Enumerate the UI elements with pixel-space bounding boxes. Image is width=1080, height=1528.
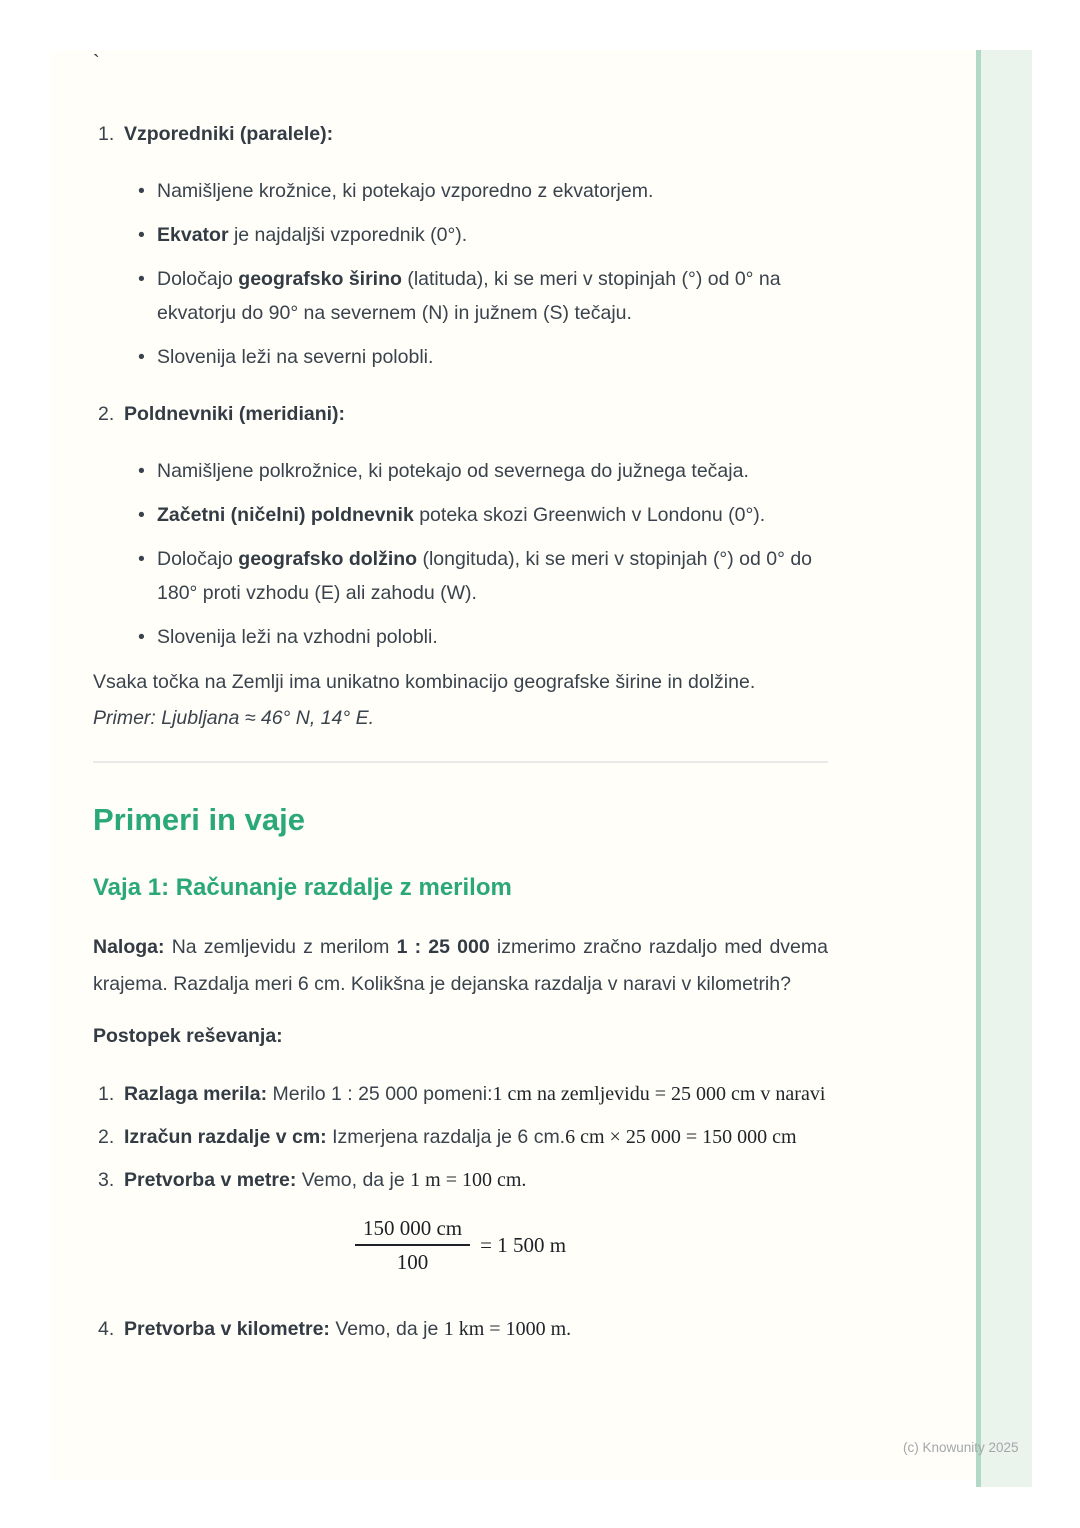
bullet-item xyxy=(93,262,828,330)
bold-text-run: geografsko širino xyxy=(238,268,402,290)
bullet-item xyxy=(93,454,828,488)
step-number: 2. xyxy=(98,1126,115,1148)
bold-text-run: Pretvorba v metre: xyxy=(124,1169,297,1191)
solution-step xyxy=(93,1076,828,1112)
math-text-run: 1 cm na zemljevidu = 25 000 cm v naravi xyxy=(492,1083,826,1105)
task-paragraph xyxy=(93,929,828,1003)
text-run: Določajo xyxy=(157,268,239,290)
bullet-item xyxy=(93,340,828,374)
summary-paragraph: Vsaka točka na Zemlji ima unikatno kombinacijo geografske širine in dolžine. xyxy=(93,671,756,693)
geo-sections-list xyxy=(93,120,828,654)
solution-steps-1-3 xyxy=(93,1076,828,1198)
bold-text-run: Začetni (ničelni) poldnevnik xyxy=(157,504,414,526)
text-run: poteka skozi Greenwich v Londonu (0°). xyxy=(413,504,766,526)
bullet-item xyxy=(93,620,828,654)
step-number: 4. xyxy=(98,1318,115,1340)
bold-text-run: Ekvator xyxy=(157,224,229,246)
stray-backtick-text: ` xyxy=(93,52,100,74)
section-title xyxy=(93,400,828,428)
text-run: Vemo, da je xyxy=(329,1318,444,1340)
bullet-item xyxy=(93,174,828,208)
text-run: Namišljene krožnice, ki potekajo vzporedno z ekvatorjem. xyxy=(157,180,654,202)
solution-step xyxy=(93,1119,828,1155)
bold-text-run: Pretvorba v kilometre: xyxy=(124,1318,330,1340)
exercise-heading: Vaja 1: Računanje razdalje z merilom xyxy=(93,874,512,901)
example-paragraph: Primer: Ljubljana ≈ 46° N, 14° E. xyxy=(93,707,375,729)
green-edge-stripe xyxy=(976,50,1032,1487)
text-run: Izmerjena razdalja je 6 cm. xyxy=(326,1126,566,1148)
page-content xyxy=(93,50,828,1354)
bullet-list xyxy=(93,174,828,374)
text-run: je najdaljši vzporednik (0°). xyxy=(228,224,468,246)
section-title-label: Poldnevniki (meridiani): xyxy=(124,403,346,425)
copyright-watermark: (c) Knowunity 2025 xyxy=(903,1440,1019,1455)
text-run: Slovenija leži na severni polobli. xyxy=(157,346,434,368)
solution-step xyxy=(93,1311,828,1347)
fraction xyxy=(355,1216,470,1275)
math-text-run: 1 km = 1000 m. xyxy=(443,1318,572,1340)
bold-text-run: 1 : 25 000 xyxy=(396,936,490,958)
section-number: 2. xyxy=(98,403,115,425)
text-run: Na zemljevidu z merilom xyxy=(164,936,397,958)
step-number: 1. xyxy=(98,1083,115,1105)
bold-text-run: Razlaga merila: xyxy=(124,1083,268,1105)
math-text-run: 1 m = 100 cm. xyxy=(410,1169,527,1191)
fraction-result: = 1 500 m xyxy=(480,1233,567,1257)
fraction-numerator: 150 000 cm xyxy=(362,1216,463,1240)
bullet-item xyxy=(93,218,828,252)
section-divider xyxy=(93,761,828,763)
bullet-item xyxy=(93,498,828,532)
bold-text-run: geografsko dolžino xyxy=(238,548,418,570)
bold-text-run: Naloga: xyxy=(93,936,165,958)
text-run: izmerimo zračno razdaljo med dvema krajema. Razdalja meri 6 cm. Kolikšna je dejanska razdalja v naravi v kilometrih? xyxy=(93,936,828,995)
text-run: Merilo 1 : 25 000 pomeni: xyxy=(267,1083,493,1105)
document-page xyxy=(50,50,976,1480)
text-run: (longituda), ki se meri v stopinjah (°) od 0° do 180° proti vzhodu (E) ali zahodu (W). xyxy=(157,548,813,604)
text-run: Slovenija leži na vzhodni polobli. xyxy=(157,626,438,648)
procedure-label: Postopek reševanja: xyxy=(93,1025,283,1047)
text-run: Vemo, da je xyxy=(296,1169,411,1191)
section-title xyxy=(93,120,828,148)
fraction-equation xyxy=(93,1216,828,1275)
solution-step-4 xyxy=(93,1311,828,1347)
step-number: 3. xyxy=(98,1169,115,1191)
math-text-run: 6 cm × 25 000 = 150 000 cm xyxy=(565,1126,797,1148)
solution-step xyxy=(93,1162,828,1198)
text-run: (latituda), ki se meri v stopinjah (°) od 0° na ekvatorju do 90° na severnem (N) in južnem (S) tečaju. xyxy=(157,268,781,324)
bullet-item xyxy=(93,542,828,610)
examples-heading: Primeri in vaje xyxy=(93,802,305,837)
text-run: Namišljene polkrožnice, ki potekajo od severnega do južnega tečaja. xyxy=(157,460,749,482)
bullet-list xyxy=(93,454,828,654)
text-run: Določajo xyxy=(157,548,239,570)
section-number: 1. xyxy=(98,123,115,145)
bold-text-run: Izračun razdalje v cm: xyxy=(124,1126,327,1148)
section-title-label: Vzporedniki (paralele): xyxy=(124,123,334,145)
fraction-denominator: 100 xyxy=(355,1244,470,1275)
